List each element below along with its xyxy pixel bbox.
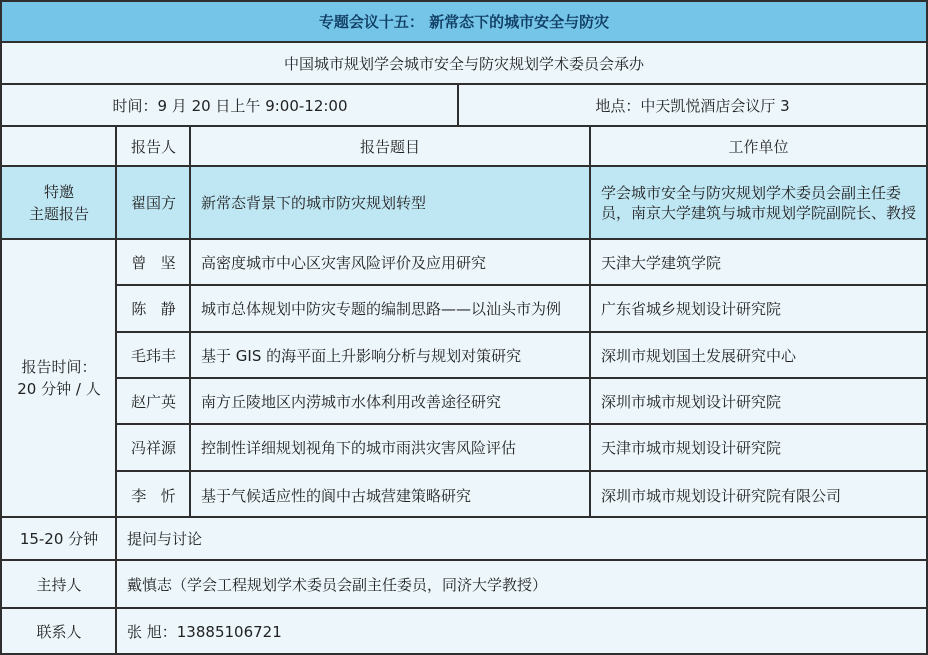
report-topic: 南方丘陵地区内涝城市水体利用改善途径研究 bbox=[201, 392, 502, 411]
special-report-label bbox=[2, 167, 116, 238]
report-topic: 高密度城市中心区灾害风险评价及应用研究 bbox=[201, 253, 487, 272]
report-topic: 城市总体规划中防灾专题的编制思路——以汕头市为例 bbox=[201, 300, 562, 318]
header-topic: 报告题目 bbox=[359, 137, 420, 156]
special-unit: 学会城市安全与防灾规划学术委员会副主任委员，南京大学建筑与城市规划学院副院长、教授 bbox=[601, 183, 917, 222]
report-unit: 深圳市城市规划设计研究院有限公司 bbox=[601, 486, 842, 505]
time-location-row bbox=[2, 85, 926, 127]
contact-row bbox=[2, 609, 926, 653]
header-blank bbox=[2, 127, 116, 165]
report-topic: 基于 GIS 的海平面上升影响分析与规划对策研究 bbox=[201, 346, 522, 365]
header-reporter: 报告人 bbox=[130, 137, 176, 156]
special-label-line1: 特邀 bbox=[43, 182, 74, 201]
host-label: 主持人 bbox=[36, 575, 82, 594]
report-reporter: 冯祥源 bbox=[130, 439, 176, 457]
host-text: 戴慎志（学会工程规划学术委员会副主任委员，同济大学教授） bbox=[127, 575, 548, 594]
report-row bbox=[115, 286, 926, 333]
report-row bbox=[115, 425, 926, 472]
report-topic: 基于气候适应性的阆中古城营建策略研究 bbox=[201, 486, 472, 505]
organizer-text: 中国城市规划学会城市安全与防灾规划学术委员会承办 bbox=[283, 54, 644, 73]
report-row bbox=[115, 240, 926, 286]
report-time-label bbox=[2, 240, 116, 516]
special-label-line2: 主题报告 bbox=[28, 204, 89, 223]
special-reporter: 翟国方 bbox=[130, 194, 176, 212]
report-unit: 广东省城乡规划设计研究院 bbox=[601, 300, 782, 318]
report-reporter: 赵广英 bbox=[130, 392, 176, 411]
host-row bbox=[2, 561, 926, 609]
report-unit: 深圳市规划国土发展研究中心 bbox=[601, 346, 797, 365]
report-reporter: 毛玮丰 bbox=[130, 346, 176, 365]
report-unit: 深圳市城市规划设计研究院 bbox=[601, 392, 782, 411]
report-reporter: 陈 静 bbox=[131, 300, 176, 318]
report-topic: 控制性详细规划视角下的城市雨洪灾害风险评估 bbox=[201, 439, 517, 457]
report-row bbox=[115, 333, 926, 379]
page-title: 专题会议十五： 新常态下的城市安全与防灾 bbox=[318, 13, 610, 31]
report-unit: 天津市城市规划设计研究院 bbox=[601, 439, 782, 457]
report-time-line1: 报告时间： bbox=[21, 358, 97, 376]
discussion-time: 15-20 分钟 bbox=[19, 530, 99, 548]
discussion-row bbox=[2, 518, 926, 561]
report-unit: 天津大学建筑学院 bbox=[601, 253, 722, 272]
report-time-line2: 20 分钟 / 人 bbox=[17, 380, 101, 398]
special-report-row bbox=[2, 167, 926, 240]
reports-block bbox=[2, 240, 926, 518]
organizer-row bbox=[2, 43, 926, 85]
contact-label: 联系人 bbox=[36, 622, 82, 641]
report-reporter: 李 忻 bbox=[131, 486, 176, 505]
discussion-text: 提问与讨论 bbox=[127, 530, 203, 548]
report-row bbox=[115, 472, 926, 518]
header-unit: 工作单位 bbox=[728, 137, 789, 156]
contact-text: 张 旭：13885106721 bbox=[127, 622, 282, 641]
time-text: 时间：9 月 20 日上午 9:00-12:00 bbox=[112, 96, 348, 115]
title-row bbox=[2, 2, 926, 43]
header-row bbox=[2, 127, 926, 167]
special-topic: 新常态背景下的城市防灾规划转型 bbox=[201, 194, 427, 212]
report-reporter: 曾 坚 bbox=[131, 253, 176, 272]
location-text: 地点：中天凯悦酒店会议厅 3 bbox=[595, 96, 790, 115]
report-row bbox=[115, 379, 926, 425]
